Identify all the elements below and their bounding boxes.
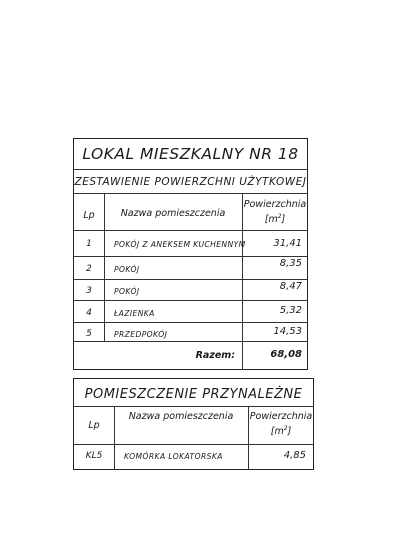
divider — [74, 300, 307, 301]
row-lp: 3 — [86, 286, 92, 296]
unit-prefix: [m — [270, 426, 284, 438]
row-room-name: POKÓJ — [114, 287, 140, 296]
divider — [74, 169, 307, 170]
header-room-name: Nazwa pomieszczenia — [128, 411, 234, 422]
row-room-name: POKÓJ — [114, 265, 140, 274]
row-lp: 5 — [86, 329, 92, 339]
divider — [74, 230, 307, 231]
unit-superscript: 2 — [283, 425, 288, 432]
header-lp: Lp — [83, 210, 95, 221]
row-lp: KL5 — [85, 451, 103, 461]
row-lp: 2 — [86, 264, 92, 274]
header-area-unit — [242, 214, 308, 225]
row-area: 4,85 — [283, 450, 306, 461]
row-room-name: KOMÓRKA LOKATORSKA — [124, 452, 223, 461]
row-area: 8,47 — [279, 281, 302, 292]
table-title: LOKAL MIESZKALNY NR 18 — [82, 145, 299, 163]
row-lp: 1 — [86, 239, 92, 249]
divider — [74, 279, 307, 280]
row-area: 14,53 — [273, 326, 302, 337]
row-area: 31,41 — [273, 238, 302, 249]
divider — [74, 193, 307, 194]
unit-suffix: ] — [287, 426, 292, 438]
total-value: 68,08 — [270, 349, 302, 360]
divider — [74, 444, 313, 445]
total-label: Razem: — [195, 350, 235, 361]
unit-superscript: 2 — [277, 213, 282, 220]
divider — [74, 341, 307, 342]
annex-title: POMIESZCZENIE PRZYNALEŻNE — [84, 387, 303, 402]
header-area: Powierzchnia — [243, 199, 307, 210]
header-lp: Lp — [88, 420, 100, 431]
row-lp: 4 — [86, 308, 92, 318]
unit-prefix: [m — [264, 214, 278, 226]
row-area: 5,32 — [279, 305, 302, 316]
unit-suffix: ] — [281, 214, 286, 226]
divider — [74, 406, 313, 407]
header-area-unit — [248, 426, 314, 437]
row-room-name: PRZEDPOKÓJ — [114, 330, 168, 339]
table-subtitle: ZESTAWIENIE POWIERZCHNI UŻYTKOWEJ — [74, 176, 307, 188]
divider — [74, 322, 307, 323]
annex-room-table — [73, 378, 314, 470]
header-room-name: Nazwa pomieszczenia — [120, 208, 226, 219]
row-room-name: ŁAZIENKA — [114, 309, 155, 318]
divider — [74, 256, 307, 257]
row-area: 8,35 — [279, 258, 302, 269]
row-room-name: POKÓJ Z ANEKSEM KUCHENNYM — [114, 240, 246, 249]
apartment-area-table — [73, 138, 308, 370]
header-area: Powierzchnia — [249, 411, 313, 422]
